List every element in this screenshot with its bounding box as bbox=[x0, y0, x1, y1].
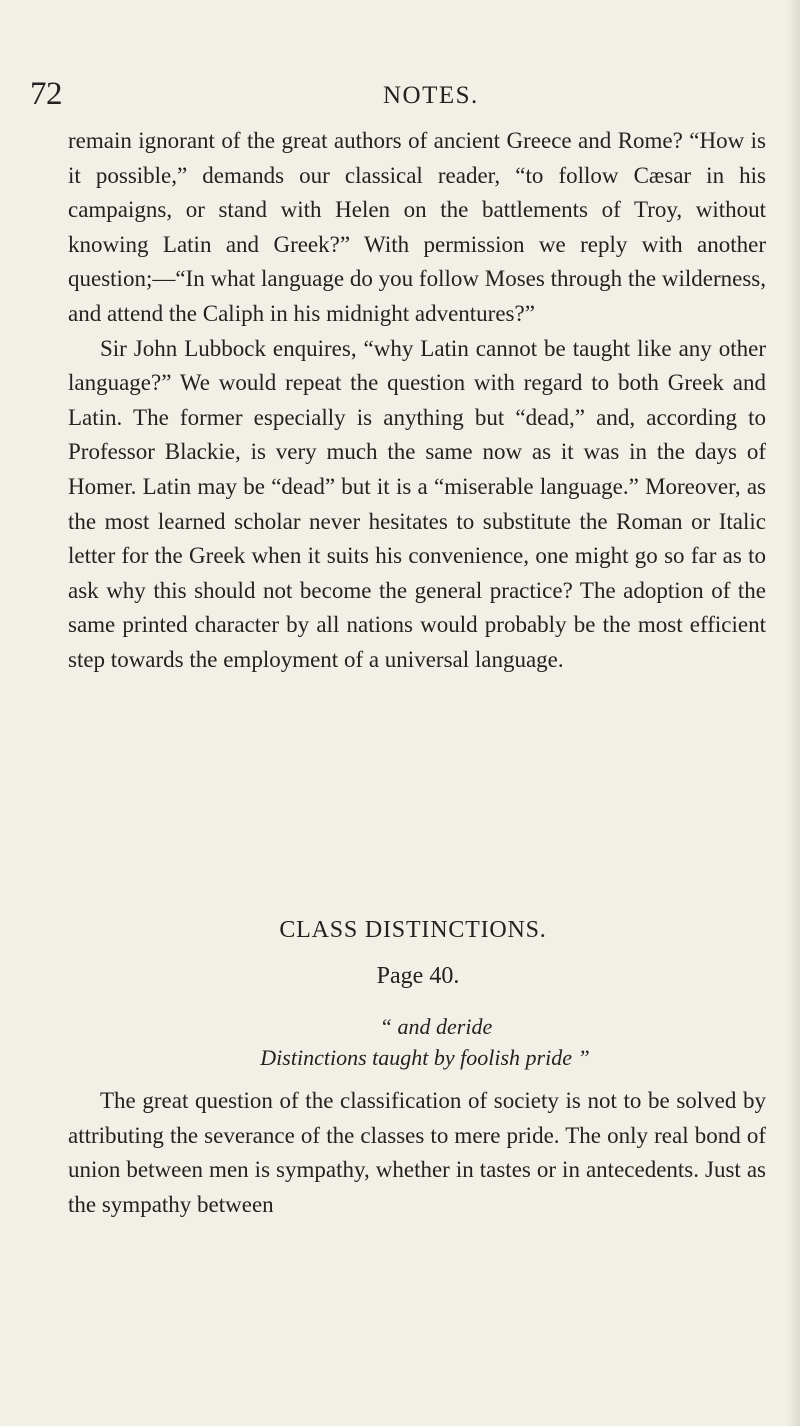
notes-body-first bbox=[68, 124, 766, 678]
running-head: NOTES. bbox=[383, 82, 479, 109]
page-number: 72 bbox=[30, 76, 62, 112]
notes-body-second bbox=[68, 1084, 766, 1222]
page-edge-shadow bbox=[786, 0, 800, 1426]
epigraph-line-2: Distinctions taught by foolish pride ” bbox=[260, 1045, 590, 1070]
section-page-reference: Page 40. bbox=[376, 963, 460, 989]
paragraph-class-distinctions: The great question of the classification of society is not to be solved by attributing the severance of the classes to mere pride. The only real bond of union between men is sympathy, whether in tastes or in antecedents. Just as the sympathy between bbox=[68, 1088, 766, 1217]
epigraph-line-1: “ and deride bbox=[379, 1014, 493, 1039]
paragraph-lubbock: Sir John Lubbock enquires, “why Latin cannot be taught like any other language?” We would repeat the question with regard to both Greek and Latin. The former especially is anything but “dead,” and, according to Professor Blackie, is very much the same now as it was in the days of Homer. Latin may be “dead” but it is a “miserable language.” Moreover, as the most learned scholar never hesitates to substitute the Roman or Italic letter for the Greek when it suits his convenience, one might go so far as to ask why this should not become the general practice? The adoption of the same printed character by all nations would probably be the most efficient step towards the employment of a universal language. bbox=[68, 335, 766, 672]
section-title: CLASS DISTINCTIONS. bbox=[279, 917, 547, 943]
paragraph-continued: remain ignorant of the great authors of ancient Greece and Rome? “How is it possible,” demands our classical reader, “to follow Cæsar in his campaigns, or stand with Helen on the battlements of Troy, without knowing Latin and Greek?” With permission we reply with another question;—“In what language do you follow Moses through the wilderness, and attend the Caliph in his midnight adventures?” bbox=[68, 128, 766, 326]
page-header bbox=[0, 74, 800, 114]
